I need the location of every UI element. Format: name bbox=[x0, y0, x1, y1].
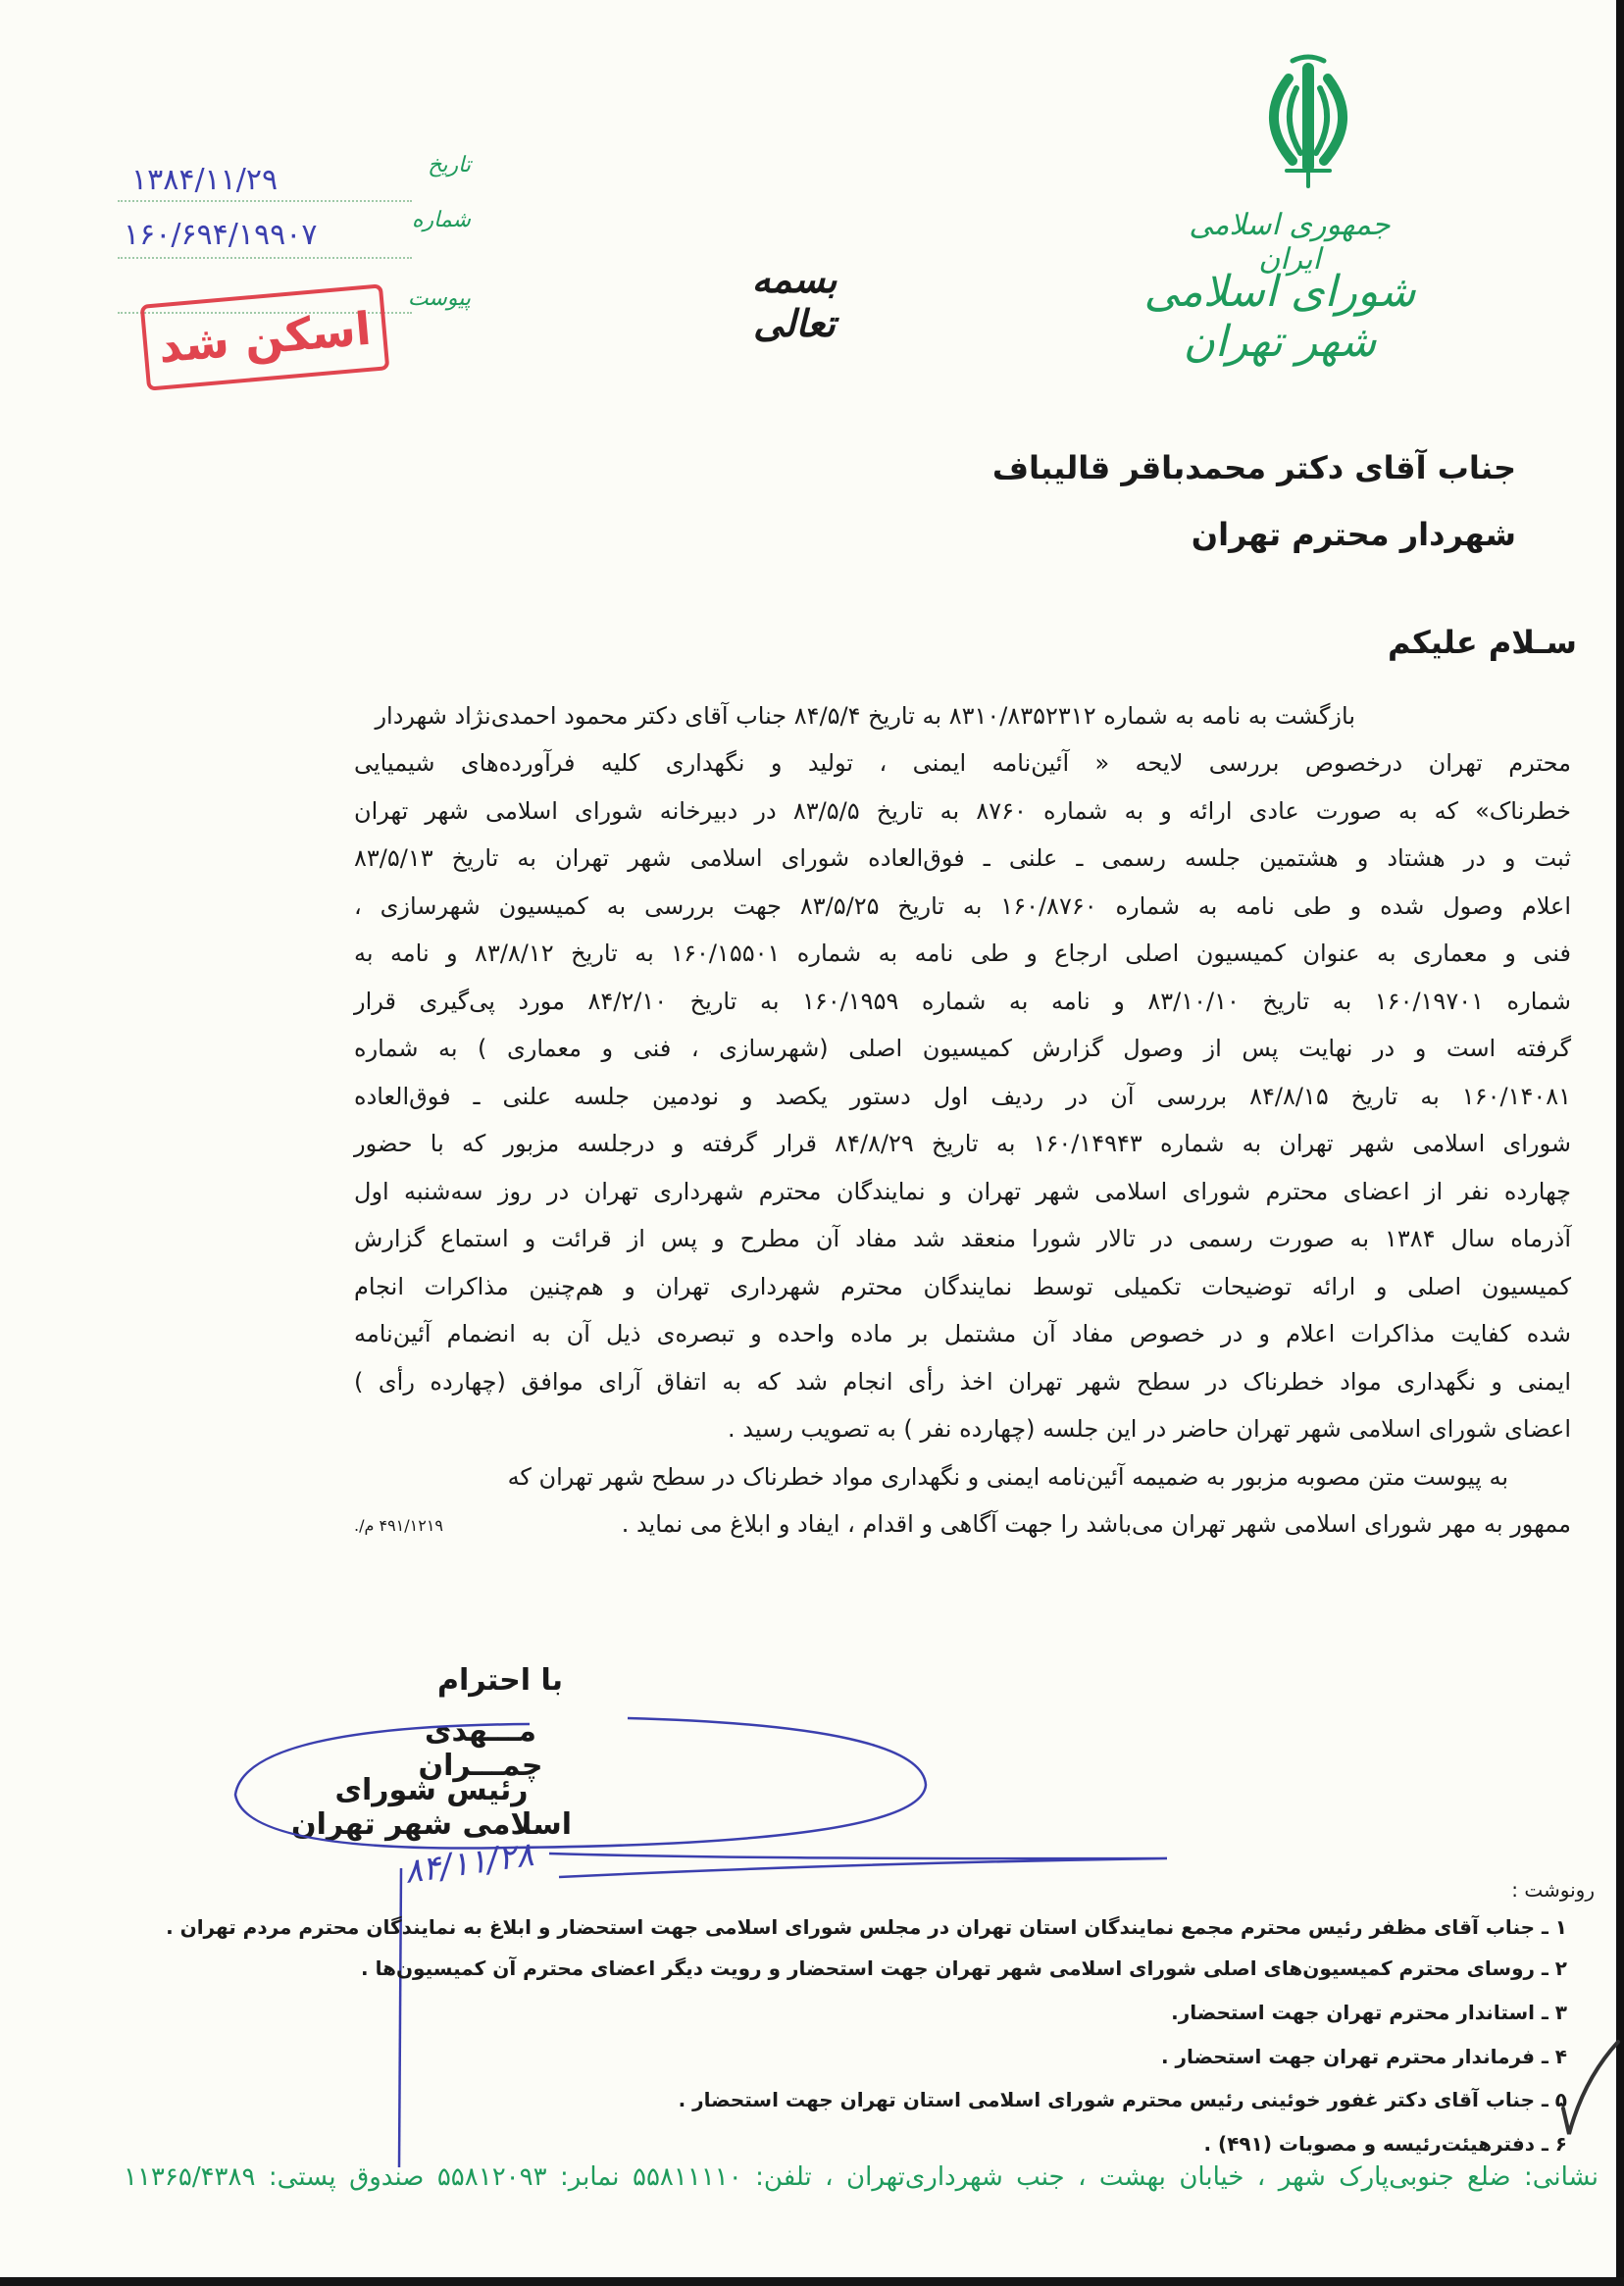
body-line: اعلام وصول شده و طی نامه به شماره ۱۶۰/۸۷۶۰ به تاریخ ۸۳/۵/۲۵ جهت بررسی به کمیسیون شهرسازی ، bbox=[354, 892, 1572, 920]
cc-title: رونوشت : bbox=[1511, 1878, 1595, 1902]
body-line: ثبت و در هشتاد و هشتمین جلسه رسمی ـ علنی ـ فوق‌العاده شورای اسلامی شهر تهران به تاریخ ۸۳/۵/۱۳ bbox=[354, 844, 1571, 872]
footer-address: نشانی: ضلع جنوبی‌پارک شهر ، خیابان بهشت ، جنب شهرداری‌تهران ، تلفن: ۵۵۸۱۱۱۱۰ نمابر: ۵۵۸۱۲۰۹۳ صندوق پستی: ۱۱۳۶۵/۴۳۸۹ bbox=[124, 2162, 1599, 2192]
signature-stroke bbox=[235, 1718, 1167, 1877]
body-line: ۱۶۰/۱۴۰۸۱ به تاریخ ۸۴/۸/۱۵ بررسی آن در ردیف اول دستور یکصد و نودمین جلسه علنی ـ فوق‌العاده bbox=[354, 1083, 1572, 1110]
reference-number: ۴۹۱/۱۲۱۹ م/. bbox=[354, 1516, 444, 1535]
signer-name: مـــهدی چمـــران bbox=[418, 1714, 543, 1783]
body-line: ایمنی و نگهداری مواد خطرناک در سطح شهر تهران اخذ رأی انجام شد که به اتفاق آرای موافق (چهارده رأی ) bbox=[354, 1368, 1571, 1396]
attachment-label: پیوست bbox=[407, 286, 471, 311]
cc-item: ۵ ـ جناب آقای دکتر غفور خوئینی رئیس محترم شورای اسلامی استان تهران جهت استحضار . bbox=[678, 2088, 1567, 2111]
body-line: شده کفایت مذاکرات اعلام و در خصوص مفاد آن مشتمل بر ماده واحده و تبصره‌ی ذیل آن به انضمام آئین‌نامه bbox=[354, 1320, 1571, 1347]
body-line: گرفته است و در نهایت پس از وصول گزارش کمیسیون اصلی (شهرسازی ، فنی و معماری ) به شماره bbox=[354, 1035, 1571, 1062]
body-line: چهارده نفر از اعضای محترم شورای اسلامی شهر تهران و نمایندگان محترم شهرداری تهران در روز سه‌شنبه اول bbox=[354, 1178, 1571, 1205]
number-label: شماره bbox=[411, 208, 471, 232]
body-line: به پیوست متن مصوبه مزبور به ضمیمه آئین‌نامه ایمنی و نگهداری مواد خطرناک در سطح شهر تهران که bbox=[507, 1463, 1508, 1491]
check-mark-icon bbox=[1563, 2042, 1618, 2134]
cc-item: ۴ ـ فرماندار محترم تهران جهت استحضار . bbox=[1160, 2045, 1567, 2068]
handwritten-date: ۸۴/۱۱/۲۸ bbox=[401, 1834, 536, 1893]
date-label: تاریخ bbox=[428, 153, 471, 178]
body-line-text: ممهور به مهر شورای اسلامی شهر تهران می‌باشد را جهت آگاهی و اقدام ، ایفاد و ابلاغ می نماید . bbox=[621, 1510, 1571, 1538]
signer-title: رئیس شورای اسلامی شهر تهران bbox=[291, 1773, 572, 1842]
date-value: ۱۳۸۴/۱۱/۲۹ bbox=[131, 163, 279, 197]
addressee-title: شهردار محترم تهران bbox=[1191, 516, 1516, 553]
body-line: بازگشت به نامه به شماره ۸۳۱۰/۸۳۵۲۳۱۲ به تاریخ ۸۴/۵/۴ جناب آقای دکتر محمود احمدی‌نژاد شهردار bbox=[375, 702, 1355, 730]
cc-item: ۶ ـ دفترهیئت‌رئیسه و مصوبات (۴۹۱) . bbox=[1203, 2132, 1567, 2156]
number-value: ۱۶۰/۶۹۴/۱۹۹۰۷ bbox=[124, 218, 318, 252]
body-line: محترم تهران درخصوص بررسی لایحه « آئین‌نامه ایمنی ، تولید و نگهداری کلیه فرآورده‌های شیمیایی bbox=[354, 749, 1571, 777]
body-line: آذرماه سال ۱۳۸۴ به صورت رسمی در تالار شورا منعقد شد مفاد آن مطرح و پس از قرائت و استماع گزارش bbox=[354, 1225, 1571, 1252]
letterhead-council-name: شورای اسلامی شهر تهران bbox=[1143, 267, 1416, 367]
closing: با احترام bbox=[436, 1663, 564, 1698]
body-line: اعضای شورای اسلامی شهر تهران حاضر در این جلسه (چهارده نفر ) به تصویب رسید . bbox=[728, 1415, 1571, 1443]
cc-item: ۱ ـ جناب آقای مظفر رئیس محترم مجمع نمایندگان استان تهران در مجلس شورای اسلامی جهت استحضار و ابلاغ به نمایندگان محترم مردم تهران . bbox=[166, 1915, 1567, 1939]
letterhead-country: جمهوری اسلامی ایران bbox=[1189, 208, 1391, 277]
body-line: شماره ۱۶۰/۱۹۷۰۱ به تاریخ ۸۳/۱۰/۱۰ و نامه به شماره ۱۶۰/۱۹۵۹ به تاریخ ۸۴/۲/۱۰ مورد پی‌گیری قرار bbox=[354, 988, 1571, 1015]
body-line: کمیسیون اصلی و ارائه توضیحات تکمیلی توسط نمایندگان محترم شهرداری تهران و هم‌چنین مذاکرات انجام bbox=[354, 1273, 1571, 1300]
greeting: سـلام علیکم bbox=[1388, 624, 1577, 661]
cc-item: ۳ ـ استاندار محترم تهران جهت استحضار. bbox=[1171, 2001, 1567, 2024]
body-line: شورای اسلامی شهر تهران به شماره ۱۶۰/۱۴۹۴۳ به تاریخ ۸۴/۸/۲۹ قرار گرفته و درجلسه مزبور که با حضور bbox=[354, 1130, 1571, 1157]
scanned-stamp: اسکن شد bbox=[140, 283, 390, 390]
body-line: فنی و معماری به عنوان کمیسیون اصلی ارجاع و طی نامه به شماره ۱۶۰/۱۵۵۰۱ به تاریخ ۸۳/۸/۱۲ و نامه به bbox=[354, 940, 1572, 967]
basmeh-heading: بسمه تعالی bbox=[751, 257, 837, 345]
body-line: خطرناک» که به صورت عادی ارائه و به شماره ۸۷۶۰ به تاریخ ۸۳/۵/۵ در دبیرخانه شورای اسلامی شهر تهران bbox=[354, 797, 1572, 825]
cc-item: ۲ ـ روسای محترم کمیسیون‌های اصلی شورای اسلامی شهر تهران جهت استحضار و رویت دیگر اعضای محترم آن کمیسیون‌ها . bbox=[361, 1956, 1567, 1980]
routing-line bbox=[399, 1868, 401, 2167]
addressee-name: جناب آقای دکتر محمدباقر قالیباف bbox=[991, 449, 1516, 486]
